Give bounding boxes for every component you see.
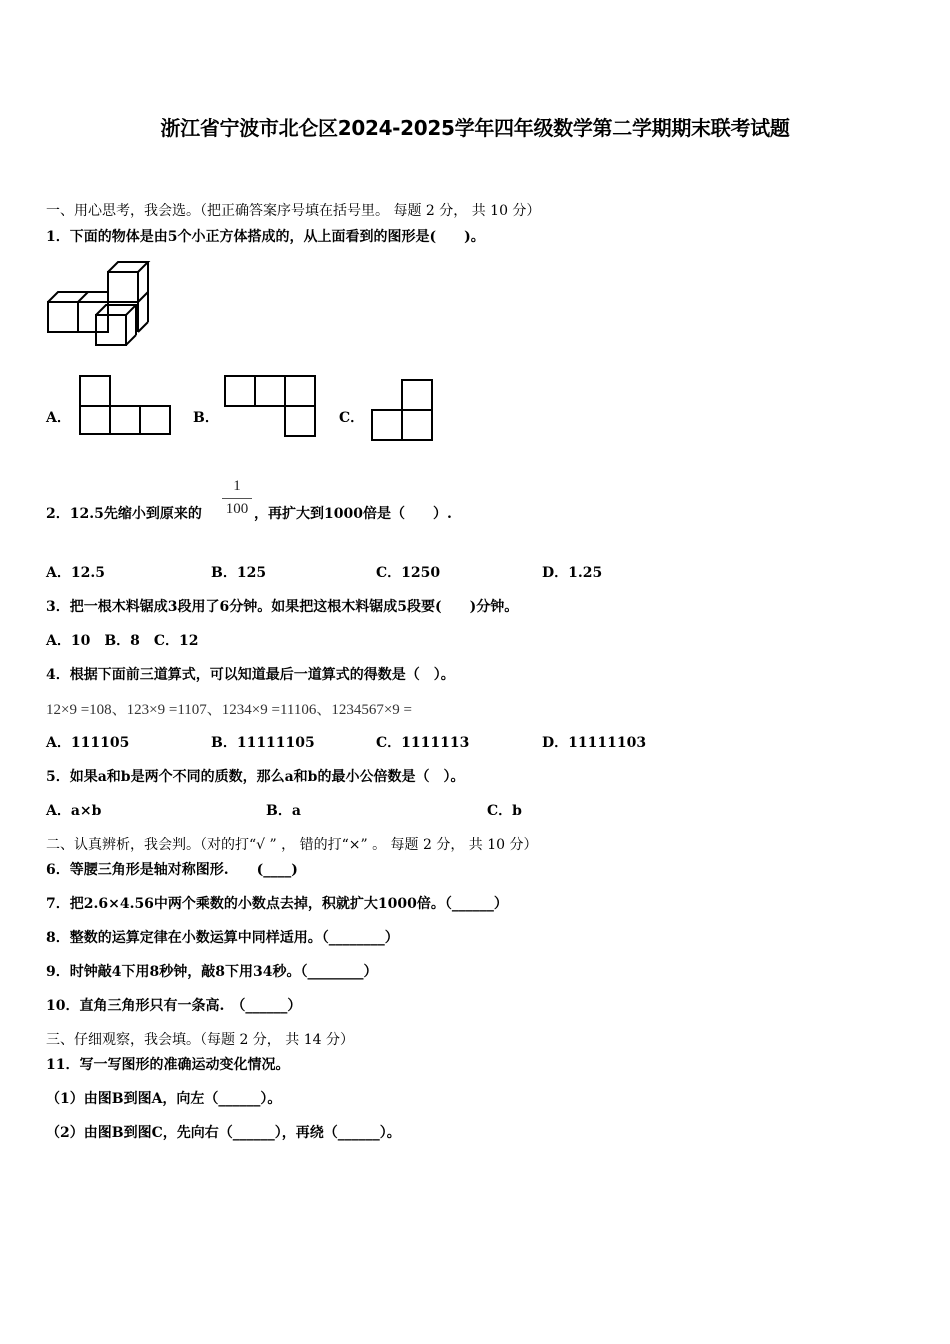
q1-option-c-label: C． <box>339 410 365 426</box>
q1-option-c-figure <box>370 378 436 444</box>
page-title: 浙江省宁波市北仑区2024-2025学年四年级数学第二学期期末联考试题 <box>160 116 790 140</box>
fraction-denominator: 100 <box>225 501 249 517</box>
question-11-text: 11．写一写图形的准确运动变化情况。 <box>46 1057 290 1073</box>
question-3-text: 3．把一根木料锯成3段用了6分钟。如果把这根木料锯成5段要( )分钟。 <box>46 599 519 615</box>
q11-sub-1: （1）由图B到图A，向左（______）。 <box>46 1091 282 1107</box>
q2-option-b: B．125 <box>211 565 267 581</box>
question-9-text: 9．时钟敲4下用8秒钟，敲8下用34秒。（________） <box>46 964 378 980</box>
question-10-text: 10．直角三角形只有一条高. （______） <box>46 998 302 1014</box>
q1-option-a-figure <box>78 374 172 436</box>
cube-face <box>108 272 138 302</box>
question-7-text: 7．把2.6×4.56中两个乘数的小数点去掉，积就扩大1000倍。（______） <box>46 896 508 912</box>
q2-option-c: C．1250 <box>376 565 441 581</box>
question-4-text: 4．根据下面前三道算式，可以知道最后一道算式的得数是（ ）。 <box>46 667 455 683</box>
section-2-heading: 二、认真辨析，我会判。（对的打“√ ” ， 错的打“×” 。 每题 2 分， 共 10 分） <box>46 837 538 853</box>
q11-sub-2: （2）由图B到图C，先向右（______），再绕（______）。 <box>46 1125 401 1141</box>
question-8-text: 8．整数的运算定律在小数运算中同样适用。（________） <box>46 930 399 946</box>
cube-stack-figure <box>46 260 156 350</box>
fraction-numerator: 1 <box>233 478 241 494</box>
q3-options: A．10 B．8 C．12 <box>46 633 199 649</box>
section-3-heading: 三、仔细观察，我会填。（每题 2 分， 共 14 分） <box>46 1032 354 1048</box>
q5-option-b: B．a <box>266 803 301 819</box>
q4-formula: 12×9 =108、123×9 =1107、1234×9 =11106、1234567×9 = <box>46 702 413 718</box>
q4-option-b: B．11111105 <box>211 735 315 751</box>
question-2-text-before: 2．12.5先缩小到原来的 <box>46 506 202 522</box>
q5-option-c: C．b <box>487 803 522 819</box>
q5-option-a: A．a×b <box>46 803 102 819</box>
question-2-text-after: ，再扩大到1000倍是（ ）. <box>254 506 452 522</box>
q1-option-a-label: A． <box>46 410 71 426</box>
question-6-text: 6．等腰三角形是轴对称图形. (____) <box>46 862 298 878</box>
q4-option-c: C．1111113 <box>376 735 470 751</box>
q4-option-a: A．111105 <box>46 735 130 751</box>
cube-face <box>48 302 78 332</box>
q4-option-d: D．11111103 <box>542 735 647 751</box>
fraction-one-hundredth <box>220 478 254 518</box>
q1-option-b-label: B． <box>193 410 219 426</box>
q2-option-d: D．1.25 <box>542 565 603 581</box>
question-5-text: 5．如果a和b是两个不同的质数，那么a和b的最小公倍数是（ ）。 <box>46 769 465 785</box>
section-1-heading: 一、用心思考，我会选。（把正确答案序号填在括号里。 每题 2 分， 共 10 分） <box>46 203 541 219</box>
question-1-text: 1．下面的物体是由5个小正方体搭成的，从上面看到的图形是( )。 <box>46 229 485 245</box>
q1-option-b-figure <box>223 374 319 438</box>
q2-option-a: A．12.5 <box>46 565 105 581</box>
cube-face <box>96 315 126 345</box>
